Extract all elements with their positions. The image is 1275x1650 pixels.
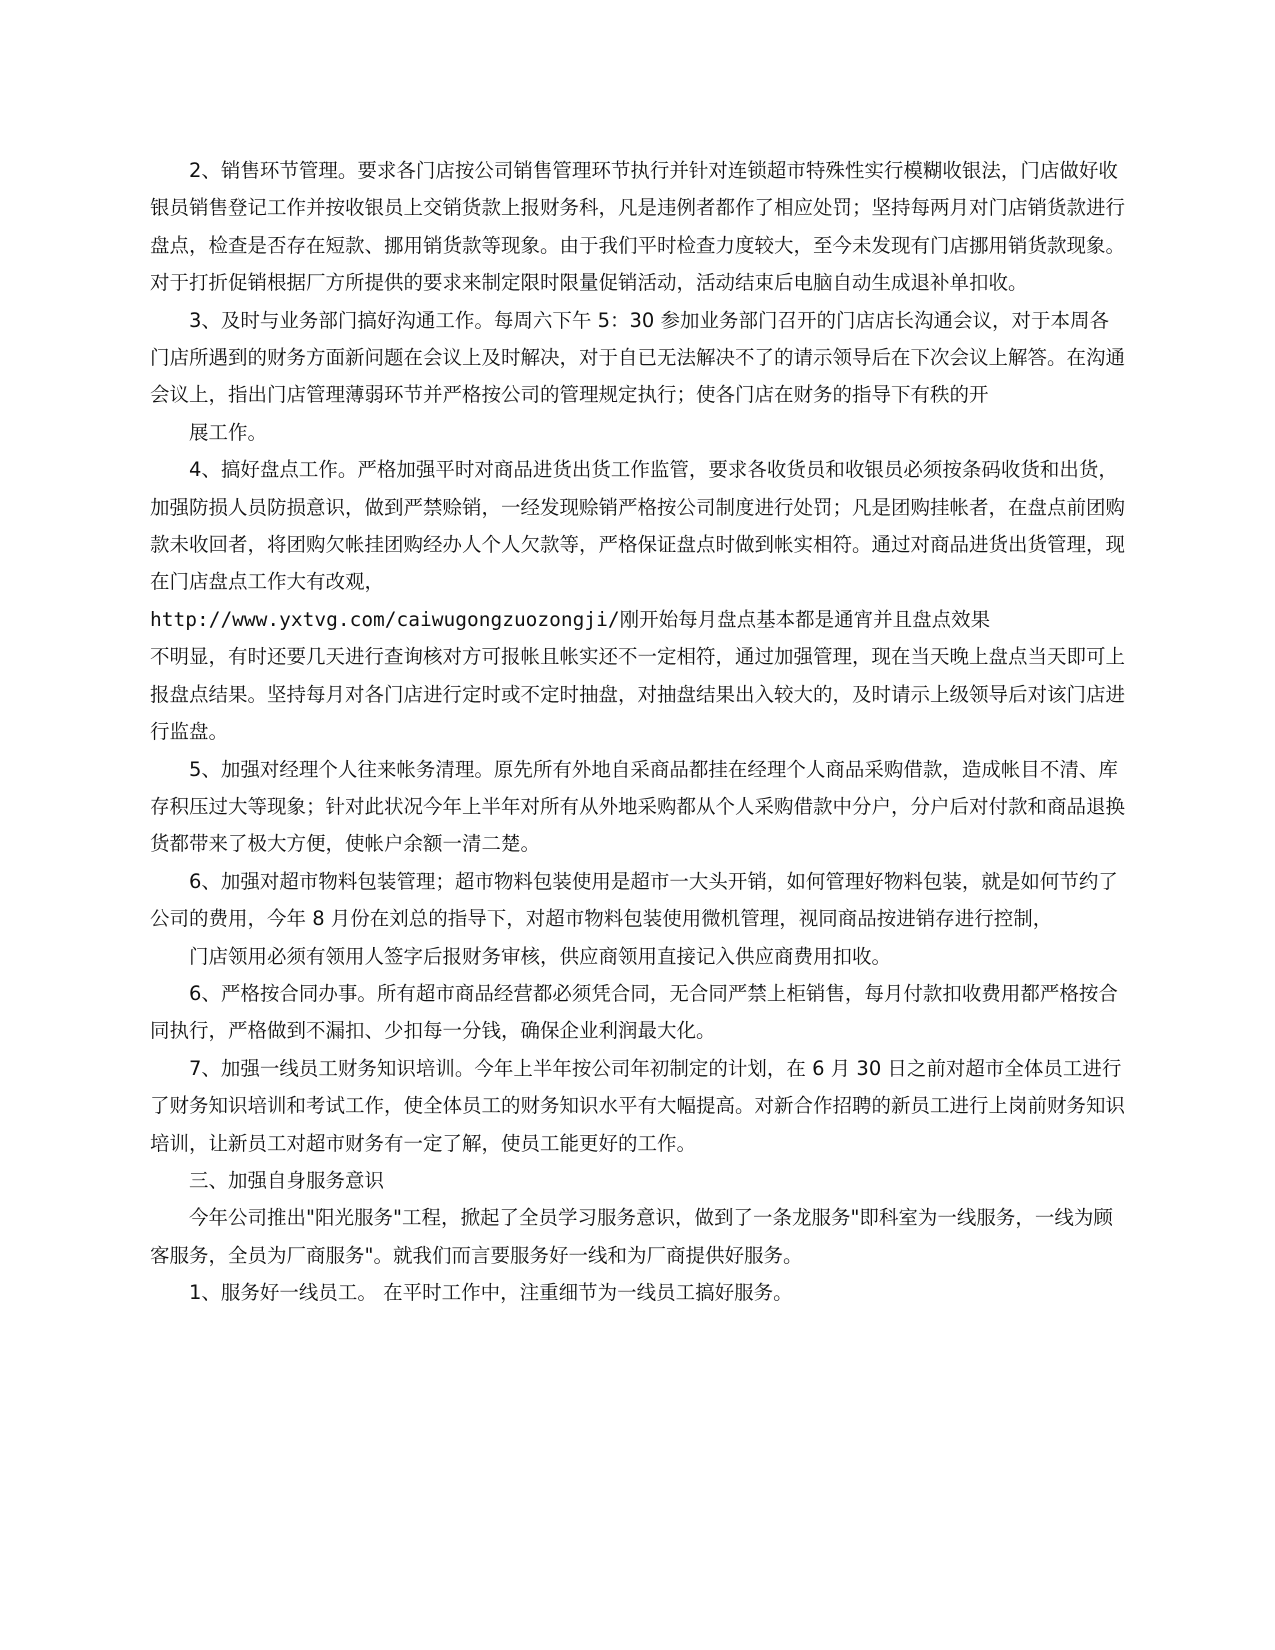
paragraph-inventory-check-continued: 不明显，有时还要几天进行查询核对方可报帐且帐实还不一定相符，通过加强管理，现在当天晚上盘点当天即可上报盘点结果。坚持每月对各门店进行定时或不定时抽盘，对抽盘结果出入较大的，及时请示上级领导后对该门店进行监盘。 <box>150 645 1126 744</box>
paragraph-communication: 3、及时与业务部门搞好沟通工作。每周六下午 5：30 参加业务部门召开的门店店长沟通会议，对于本周各门店所遇到的财务方面新问题在会议上及时解决，对于自已无法解决不了的请示领导后在下次会议上解答。在沟通会议上，指出门店管理薄弱环节并严格按公司的管理规定执行；使各门店在财务的指导下有秩的开 <box>150 308 1126 407</box>
paragraph-packaging-continued: 门店领用必须有领用人签字后报财务审核，供应商领用直接记入供应商费用扣收。 <box>189 944 892 968</box>
paragraph-inventory-check: 4、搞好盘点工作。严格加强平时对商品进货出货工作监管，要求各收货员和收银员必须按条码收货和出货，加强防损人员防损意识，做到严禁赊销，一经发现赊销严格按公司制度进行处罚；凡是团购挂帐者，在盘点前团购款未收回者，将团购欠帐挂团购经办人个人欠款等，严格保证盘点时做到帐实相符。通过对商品进货出货管理，现在门店盘点工作大有改观， <box>150 458 1126 594</box>
document-page <box>150 152 1125 1312</box>
paragraph-sales-management: 2、销售环节管理。要求各门店按公司销售管理环节执行并针对连锁超市特殊性实行模糊收银法，门店做好收银员销售登记工作并按收银员上交销货款上报财务科，凡是违例者都作了相应处罚；坚持每两月对门店销货款进行盘点，检查是否存在短款、挪用销货款等现象。由于我们平时检查力度较大，至今未发现有门店挪用销货款现象。对于打折促销根据厂方所提供的要求来制定限时限量促销活动，活动结束后电脑自动生成退补单扣收。 <box>150 159 1126 295</box>
paragraph-contracts: 6、严格按合同办事。所有超市商品经营都必须凭合同，无合同严禁上柜销售，每月付款扣收费用都严格按合同执行，严格做到不漏扣、少扣每一分钱，确保企业利润最大化。 <box>150 981 1118 1043</box>
section-heading-service: 三、加强自身服务意识 <box>189 1168 385 1192</box>
paragraph-manager-accounts: 5、加强对经理个人往来帐务清理。原先所有外地自采商品都挂在经理个人商品采购借款，造成帐目不清、库存积压过大等现象；针对此状况今年上半年对所有从外地采购都从个人采购借款中分户，分户后对付款和商品退换货都带来了极大方便，使帐户余额一清二楚。 <box>150 757 1126 856</box>
paragraph-staff-training: 7、加强一线员工财务知识培训。今年上半年按公司年初制定的计划，在 6 月 30 日之前对超市全体员工进行了财务知识培训和考试工作，使全体员工的财务知识水平有大幅提高。对新合作招聘的新员工进行上岗前财务知识培训，让新员工对超市财务有一定了解，使员工能更好的工作。 <box>150 1056 1126 1155</box>
paragraph-sunshine-service: 今年公司推出"阳光服务"工程，掀起了全员学习服务意识，做到了一条龙服务"即科室为一线服务，一线为顾客服务，全员为厂商服务"。就我们而言要服务好一线和为厂商提供好服务。 <box>150 1206 1113 1267</box>
url-line-text: 刚开始每月盘点基本都是通宵并且盘点效果 <box>619 607 991 631</box>
paragraph-communication-continued: 展工作。 <box>189 420 268 444</box>
paragraph-serve-frontline: 1、服务好一线员工。 在平时工作中，注重细节为一线员工搞好服务。 <box>189 1281 793 1305</box>
source-url: http://www.yxtvg.com/caiwugongzuozongji/ <box>150 607 620 631</box>
paragraph-packaging-management: 6、加强对超市物料包装管理；超市物料包装使用是超市一大头开销，如何管理好物料包装，就是如何节约了公司的费用，今年 8 月份在刘总的指导下，对超市物料包装使用微机管理，视同商品按进销存进行控制， <box>150 869 1118 931</box>
url-line <box>150 601 1125 638</box>
